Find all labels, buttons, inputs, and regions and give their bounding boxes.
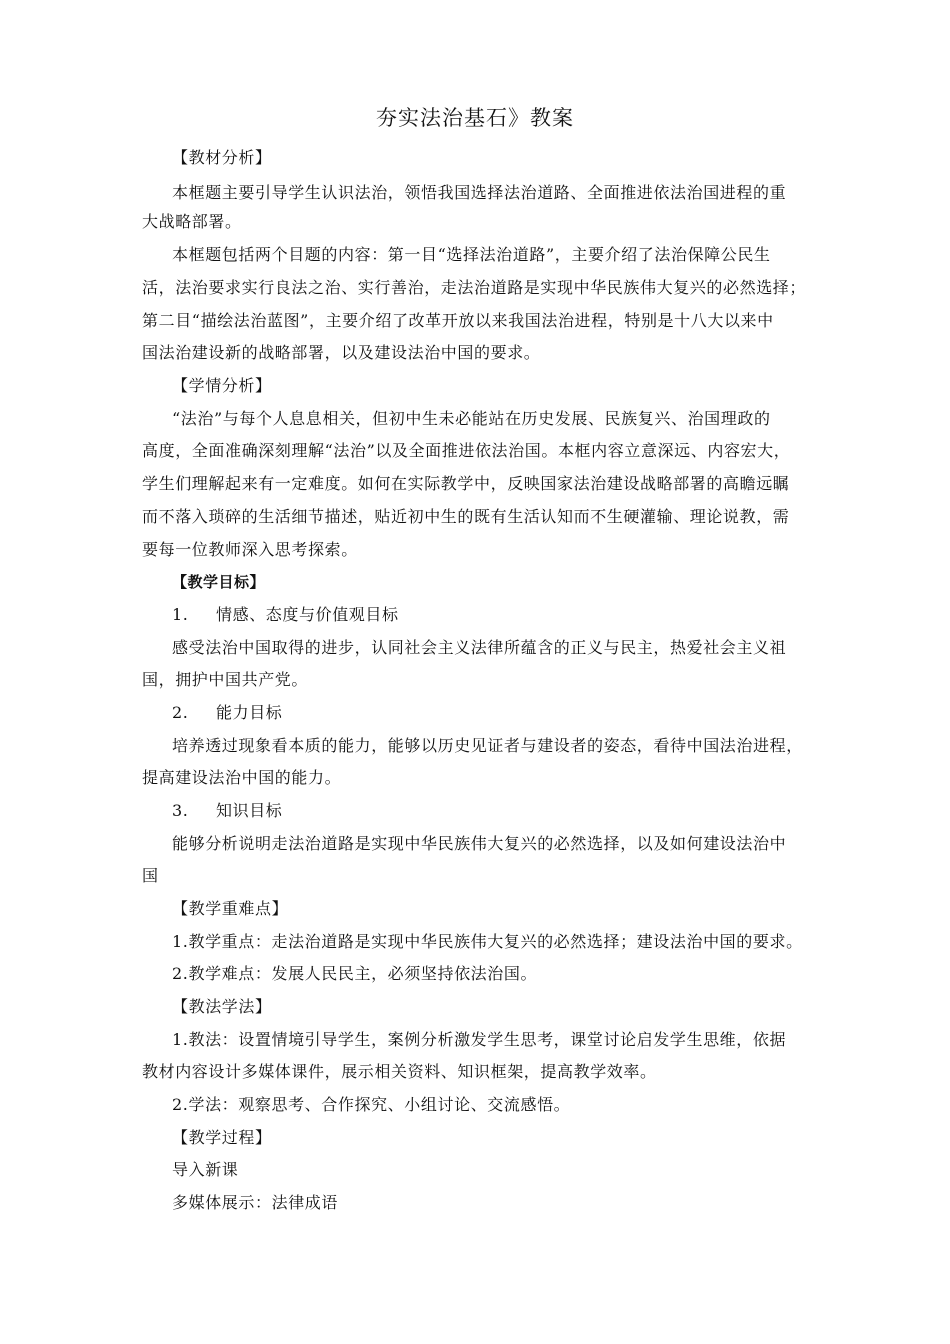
- methods-heading: 【教法学法】: [172, 997, 272, 1016]
- method-text: 教材内容设计多媒体课件，展示相关资料、知识框架，提高教学效率。: [142, 1062, 657, 1081]
- goal-text: 能够分析说明走法治道路是实现中华民族伟大复兴的必然选择，以及如何建设法治中: [172, 834, 787, 853]
- teaching-goals-heading: 【教学目标】: [172, 573, 266, 591]
- goal-text: 感受法治中国取得的进步，认同社会主义法律所蕴含的正义与民主，热爱社会主义祖: [172, 638, 787, 657]
- learner-analysis-heading: 【学情分析】: [172, 376, 272, 395]
- material-analysis-text: 本框题包括两个目题的内容：第一目“选择法治道路”，主要介绍了法治保障公民生: [172, 245, 771, 264]
- goal-title: 知识目标: [216, 801, 283, 820]
- material-analysis-text: 本框题主要引导学生认识法治，领悟我国选择法治道路、全面推进依法治国进程的重: [172, 183, 787, 202]
- learner-analysis-text: 要每一位教师深入思考探索。: [142, 540, 358, 559]
- goal-item-title: [172, 801, 852, 821]
- method-text: 1.教法：设置情境引导学生，案例分析激发学生思考，课堂讨论启发学生思维，依据: [172, 1030, 787, 1049]
- learner-analysis-text: 高度，全面准确深刻理解“法治”以及全面推进依法治国。本框内容立意深远、内容宏大，: [142, 441, 791, 460]
- key-point-item: 1.教学重点：走法治道路是实现中华民族伟大复兴的必然选择；建设法治中国的要求。: [172, 932, 803, 951]
- goal-title: 能力目标: [216, 703, 283, 722]
- learner-analysis-text: 学生们理解起来有一定难度。如何在实际教学中，反映国家法治建设战略部署的高瞻远瞩: [142, 474, 790, 493]
- goal-title: 情感、态度与价值观目标: [216, 605, 399, 624]
- process-text: 导入新课: [172, 1160, 239, 1179]
- goal-text: 提高建设法治中国的能力。: [142, 768, 342, 787]
- document-title: 夯实法治基石》教案: [376, 106, 574, 130]
- goal-item-title: [172, 703, 852, 723]
- method-text: 2.学法：观察思考、合作探究、小组讨论、交流感悟。: [172, 1095, 571, 1114]
- goal-number: 3.: [172, 801, 189, 820]
- goal-item-title: [172, 605, 852, 625]
- material-analysis-text: 国法治建设新的战略部署，以及建设法治中国的要求。: [142, 343, 541, 362]
- material-analysis-text: 第二目“描绘法治蓝图”，主要介绍了改革开放以来我国法治进程，特别是十八大以来中: [142, 311, 774, 330]
- goal-text: 国: [142, 866, 159, 885]
- goal-text: 培养透过现象看本质的能力，能够以历史见证者与建设者的姿态，看待中国法治进程，: [172, 736, 803, 755]
- material-analysis-text: 活，法治要求实行良法之治、实行善治，走法治道路是实现中华民族伟大复兴的必然选择；: [142, 278, 807, 297]
- material-analysis-heading: 【教材分析】: [172, 148, 272, 167]
- learner-analysis-text: 而不落入琐碎的生活细节描述，贴近初中生的既有生活认知而不生硬灌输、理论说教，需: [142, 507, 790, 526]
- key-point-item: 2.教学难点：发展人民民主，必须坚持依法治国。: [172, 964, 538, 983]
- teaching-process-heading: 【教学过程】: [172, 1128, 272, 1147]
- goal-number: 2.: [172, 703, 189, 722]
- learner-analysis-text: “法治”与每个人息息相关，但初中生未必能站在历史发展、民族复兴、治国理政的: [172, 409, 771, 428]
- goal-text: 国，拥护中国共产党。: [142, 670, 309, 689]
- process-text: 多媒体展示：法律成语: [172, 1193, 339, 1212]
- goal-number: 1.: [172, 605, 189, 624]
- material-analysis-text: 大战略部署。: [142, 212, 242, 231]
- key-points-heading: 【教学重难点】: [172, 899, 289, 918]
